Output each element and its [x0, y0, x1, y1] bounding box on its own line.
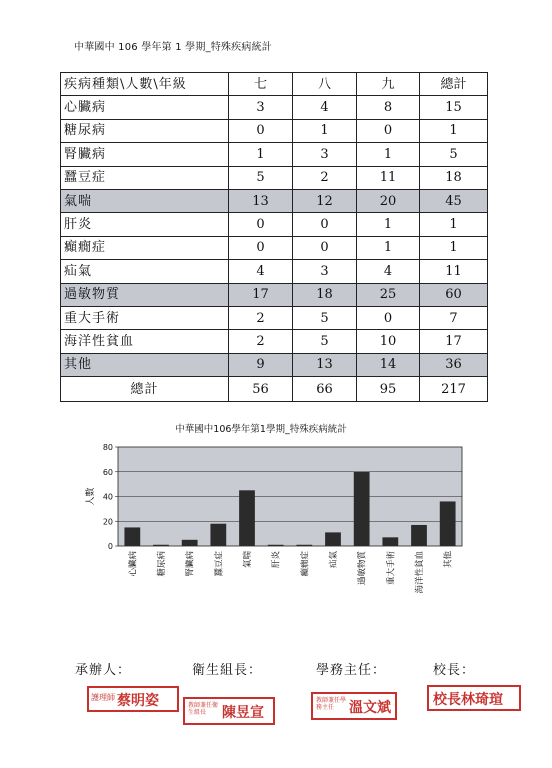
table-cell: 11 [357, 166, 420, 189]
x-tick-label: 腎臟病 [185, 551, 196, 577]
table-cell: 3 [293, 143, 357, 166]
table-cell: 0 [357, 119, 420, 142]
row-label: 海洋性貧血 [61, 330, 229, 353]
table-cell: 0 [293, 236, 357, 259]
table-cell: 4 [229, 260, 293, 283]
chart-title: 中華國中106學年第1學期_特殊疾病統計 [175, 424, 347, 435]
x-axis-labels [127, 551, 453, 594]
bar [440, 501, 456, 546]
table-cell: 1 [357, 213, 420, 236]
bar [182, 540, 198, 546]
principal-seal: 校長林琦瑄 [427, 685, 521, 711]
header-cell: 八 [293, 73, 357, 96]
x-tick-label: 癲癇症 [300, 551, 311, 577]
table-cell: 15 [420, 96, 488, 119]
table-cell: 0 [229, 119, 293, 142]
bar [268, 545, 284, 546]
table-cell: 36 [420, 353, 488, 376]
row-label: 肝炎 [61, 213, 229, 236]
table-cell: 2 [229, 330, 293, 353]
table-cell: 0 [229, 236, 293, 259]
bar [354, 472, 370, 546]
table-cell: 0 [229, 213, 293, 236]
table-cell: 10 [357, 330, 420, 353]
table-cell: 60 [420, 283, 488, 306]
table-cell: 0 [357, 306, 420, 329]
y-tick-label: 20 [102, 517, 113, 527]
y-tick-label: 40 [102, 492, 113, 502]
table-cell: 7 [420, 306, 488, 329]
table-cell: 4 [357, 260, 420, 283]
health-section-chief-label: 衛生組長： [192, 663, 263, 678]
table-cell: 1 [229, 143, 293, 166]
bar [153, 545, 169, 546]
table-cell: 5 [229, 166, 293, 189]
x-tick-label: 心臟病 [128, 551, 139, 577]
x-tick-label: 糖尿病 [157, 551, 167, 577]
y-tick-label: 0 [107, 542, 113, 551]
x-tick-label: 重大手術 [386, 551, 397, 586]
row-label: 總計 [61, 377, 229, 402]
bar [382, 537, 398, 546]
table-cell: 8 [357, 96, 420, 119]
x-tick-label: 其他 [443, 551, 454, 569]
bar [411, 525, 427, 546]
table-cell: 1 [357, 143, 420, 166]
x-tick-label: 蠶豆症 [214, 551, 225, 577]
x-tick-label: 疝氣 [329, 551, 339, 569]
table-cell: 1 [357, 236, 420, 259]
row-label: 癲癇症 [61, 236, 229, 259]
table-cell: 2 [229, 306, 293, 329]
table-cell: 13 [293, 353, 357, 376]
health-section-chief-seal: 教師兼任衛生組長 陳昱宣 [183, 697, 275, 725]
bar [124, 527, 140, 546]
row-label: 過敏物質 [61, 283, 229, 306]
table-cell: 0 [293, 213, 357, 236]
table-cell: 17 [420, 330, 488, 353]
table-cell: 13 [229, 189, 293, 212]
x-tick-label: 海洋性貧血 [415, 551, 425, 594]
row-label: 蠶豆症 [61, 166, 229, 189]
bar [210, 524, 226, 546]
table-cell: 14 [357, 353, 420, 376]
table-cell: 12 [293, 189, 357, 212]
header-cell: 七 [229, 73, 293, 96]
table-cell: 3 [293, 260, 357, 283]
table-cell: 11 [420, 260, 488, 283]
table-cell: 1 [293, 119, 357, 142]
table-cell: 5 [293, 330, 357, 353]
table-cell: 9 [229, 353, 293, 376]
bar [296, 545, 312, 546]
table-cell: 1 [420, 236, 488, 259]
table-cell: 20 [357, 189, 420, 212]
table-cell: 18 [293, 283, 357, 306]
row-label: 腎臟病 [61, 143, 229, 166]
table-cell: 66 [293, 377, 357, 402]
table-cell: 17 [229, 283, 293, 306]
page-title: 中華國中 106 學年第 1 學期_特殊疾病統計 [74, 42, 272, 53]
y-axis-ticks [103, 443, 118, 551]
student-affairs-director-seal: 教師兼任學務主任 溫文斌 [311, 692, 397, 720]
table-cell: 18 [420, 166, 488, 189]
header-cell: 九 [357, 73, 420, 96]
x-tick-label: 肝炎 [271, 551, 282, 569]
table-cell: 25 [357, 283, 420, 306]
row-label: 疝氣 [61, 260, 229, 283]
row-label: 心臟病 [61, 96, 229, 119]
table-cell: 1 [420, 119, 488, 142]
x-tick-label: 過敏物質 [357, 551, 368, 586]
principal-label: 校長： [433, 663, 476, 678]
table-cell: 217 [420, 377, 488, 402]
row-label: 其他 [61, 353, 229, 376]
handler-label: 承辦人： [75, 663, 132, 678]
student-affairs-director-label: 學務主任： [316, 663, 387, 678]
table-cell: 95 [357, 377, 420, 402]
table-cell: 3 [229, 96, 293, 119]
table-cell: 5 [293, 306, 357, 329]
y-tick-label: 60 [102, 467, 113, 477]
x-tick-label: 氣喘 [243, 551, 253, 569]
handler-seal: 護理師 蔡明姿 [87, 686, 179, 712]
bar [239, 490, 255, 546]
header-cell: 疾病種類\人數\年級 [61, 73, 229, 96]
row-label: 糖尿病 [61, 119, 229, 142]
row-label: 重大手術 [61, 306, 229, 329]
table-cell: 1 [420, 213, 488, 236]
header-cell: 總計 [420, 73, 488, 96]
row-label: 氣喘 [61, 189, 229, 212]
table-cell: 45 [420, 189, 488, 212]
y-tick-label: 80 [102, 443, 113, 452]
table-cell: 4 [293, 96, 357, 119]
table-cell: 5 [420, 143, 488, 166]
table-cell: 2 [293, 166, 357, 189]
y-axis-label [84, 487, 96, 505]
table-cell: 56 [229, 377, 293, 402]
bar [325, 532, 341, 546]
y-axis-title: 人數 [86, 487, 96, 506]
